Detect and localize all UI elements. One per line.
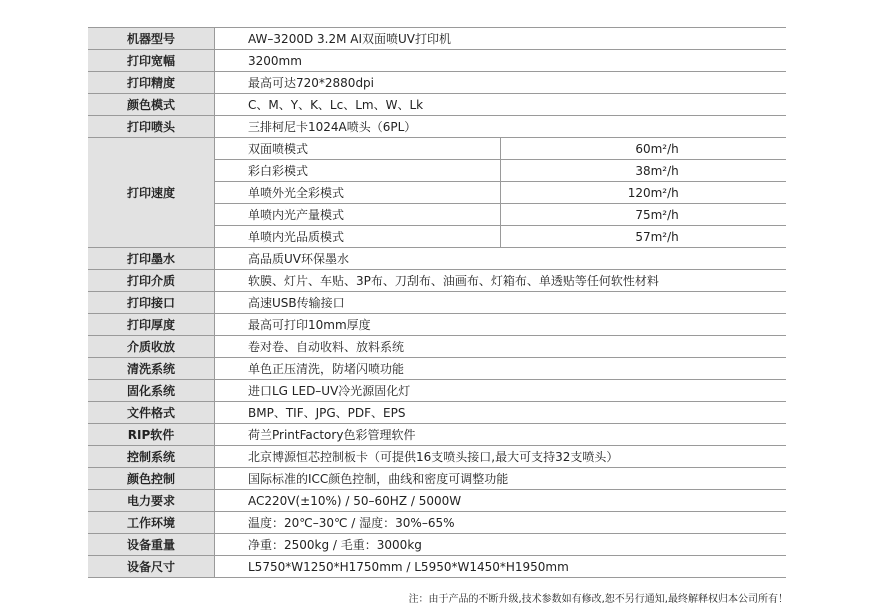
speed-rate-value: 60 (635, 141, 651, 156)
spec-table (88, 27, 786, 578)
spec-value: AW–3200D 3.2M AI双面喷UV打印机 (215, 28, 787, 50)
spec-row (88, 336, 786, 358)
spec-label: 打印厚度 (88, 314, 215, 336)
spec-value: 高速USB传输接口 (215, 292, 787, 314)
spec-table-body (88, 28, 786, 578)
spec-row (88, 248, 786, 270)
spec-value: 卷对卷、自动收料、放料系统 (215, 336, 787, 358)
spec-value: 进口LG LED–UV冷光源固化灯 (215, 380, 787, 402)
spec-row (88, 28, 786, 50)
spec-label: 控制系统 (88, 446, 215, 468)
spec-value: 北京博源恒芯控制板卡（可提供16支喷头接口,最大可支持32支喷头） (215, 446, 787, 468)
spec-label: 打印接口 (88, 292, 215, 314)
spec-value: BMP、TIF、JPG、PDF、EPS (215, 402, 787, 424)
spec-row (88, 424, 786, 446)
speed-rate-unit: m²/h (650, 185, 679, 200)
speed-row (88, 138, 786, 160)
spec-label: 设备尺寸 (88, 556, 215, 578)
spec-value: 净重：2500kg / 毛重：3000kg (215, 534, 787, 556)
speed-rate-unit: m²/h (650, 207, 679, 222)
spec-label: 打印宽幅 (88, 50, 215, 72)
spec-label: 固化系统 (88, 380, 215, 402)
speed-rate-wrap (501, 230, 679, 244)
disclaimer-note: 注：由于产品的不断升级,技术参数如有修改,恕不另行通知,最终解释权归本公司所有！ (408, 594, 788, 605)
speed-rate-wrap (501, 164, 679, 178)
spec-label: 打印精度 (88, 72, 215, 94)
spec-row (88, 468, 786, 490)
spec-row (88, 72, 786, 94)
spec-value: 三排柯尼卡1024A喷头（6PL） (215, 116, 787, 138)
spec-row (88, 50, 786, 72)
spec-value: AC220V(±10%) / 50–60HZ / 5000W (215, 490, 787, 512)
spec-label: 清洗系统 (88, 358, 215, 380)
speed-rate-value: 57 (635, 229, 651, 244)
spec-value: C、M、Y、K、Lc、Lm、W、Lk (215, 94, 787, 116)
speed-rate-cell (500, 182, 786, 204)
spec-value: 国际标准的ICC颜色控制，曲线和密度可调整功能 (215, 468, 787, 490)
spec-label: 机器型号 (88, 28, 215, 50)
speed-mode: 双面喷模式 (215, 138, 501, 160)
speed-mode: 彩白彩模式 (215, 160, 501, 182)
spec-value: 单色正压清洗，防堵闪喷功能 (215, 358, 787, 380)
speed-rate-wrap (501, 186, 679, 200)
speed-rate-wrap (501, 142, 679, 156)
spec-label: 颜色模式 (88, 94, 215, 116)
spec-row (88, 116, 786, 138)
speed-mode: 单喷内光品质模式 (215, 226, 501, 248)
spec-row (88, 446, 786, 468)
spec-row (88, 314, 786, 336)
spec-row (88, 94, 786, 116)
spec-row (88, 292, 786, 314)
spec-value: 高品质UV环保墨水 (215, 248, 787, 270)
spec-label: RIP软件 (88, 424, 215, 446)
spec-row (88, 270, 786, 292)
spec-value: 荷兰PrintFactory色彩管理软件 (215, 424, 787, 446)
speed-label: 打印速度 (88, 138, 215, 248)
spec-label: 工作环境 (88, 512, 215, 534)
speed-rate-cell (500, 138, 786, 160)
speed-rate-value: 38 (635, 163, 651, 178)
speed-rate-cell (500, 204, 786, 226)
spec-value: 3200mm (215, 50, 787, 72)
spec-value: 软膜、灯片、车贴、3P布、刀刮布、油画布、灯箱布、单透贴等任何软性材料 (215, 270, 787, 292)
speed-rate-unit: m²/h (650, 141, 679, 156)
speed-rate-cell (500, 160, 786, 182)
spec-label: 设备重量 (88, 534, 215, 556)
spec-row (88, 512, 786, 534)
speed-mode: 单喷外光全彩模式 (215, 182, 501, 204)
spec-row (88, 534, 786, 556)
spec-value: 最高可打印10mm厚度 (215, 314, 787, 336)
speed-rate-value: 75 (635, 207, 651, 222)
speed-rate-value: 120 (627, 185, 651, 200)
spec-row (88, 402, 786, 424)
speed-mode: 单喷内光产量模式 (215, 204, 501, 226)
spec-label: 电力要求 (88, 490, 215, 512)
speed-rate-unit: m²/h (650, 163, 679, 178)
speed-rate-unit: m²/h (650, 229, 679, 244)
speed-rate-cell (500, 226, 786, 248)
spec-value: L5750*W1250*H1750mm / L5950*W1450*H1950mm (215, 556, 787, 578)
spec-label: 打印喷头 (88, 116, 215, 138)
spec-label: 介质收放 (88, 336, 215, 358)
spec-row (88, 358, 786, 380)
spec-row (88, 380, 786, 402)
spec-label: 颜色控制 (88, 468, 215, 490)
spec-value: 温度：20℃–30℃ / 湿度：30%–65% (215, 512, 787, 534)
speed-rate-wrap (501, 208, 679, 222)
spec-label: 打印介质 (88, 270, 215, 292)
spec-row (88, 490, 786, 512)
spec-label: 文件格式 (88, 402, 215, 424)
spec-row (88, 556, 786, 578)
spec-value: 最高可达720*2880dpi (215, 72, 787, 94)
spec-label: 打印墨水 (88, 248, 215, 270)
